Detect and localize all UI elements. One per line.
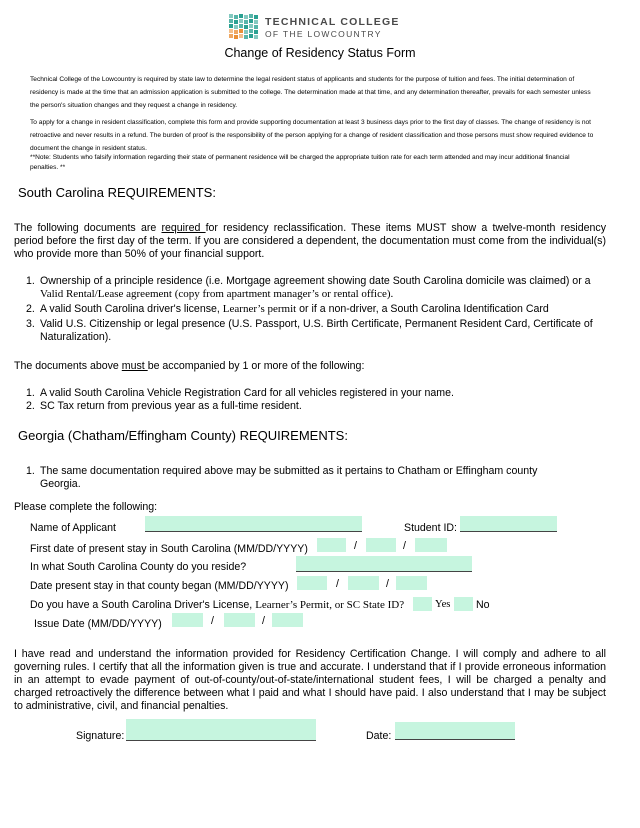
- logo-tile: [254, 25, 258, 29]
- issue-date-day-input[interactable]: [224, 613, 255, 627]
- intro-paragraph-2: To apply for a change in resident classification, complete this form and provide supporting documentation at least 3 business days prior to the first day of classes. The change of residency is not retroactive and never results in a refund. The burden of proof is the responsibility of the person applying for a change of resident classification and those persons must show required evidence to document the change in resident status.: [30, 119, 594, 152]
- logo-tile: [249, 14, 253, 18]
- list-text: Valid U.S. Citizenship or legal presence (U.S. Passport, U.S. Birth Certificate, Permanent Resident Card, Certificate of Naturalization).: [40, 318, 593, 343]
- logo-tile: [239, 29, 243, 33]
- sc-para-after: for residency reclassification. These items MUST show a twelve-month residency period before the first day of the term. If you are considered a dependent, the documentation must come from the individual(s) who provide more than 50% of your financial support.: [14, 222, 607, 260]
- student-id-label: Student ID:: [404, 522, 457, 534]
- sc-para-before: The following documents are: [14, 222, 162, 234]
- logo-tile: [244, 20, 248, 24]
- county-date-day-input[interactable]: [348, 576, 379, 590]
- date-separator: /: [354, 540, 357, 552]
- list-number: 2.: [26, 400, 35, 412]
- county-date-label: Date present stay in that county began (MM/DD/YYYY): [30, 580, 289, 592]
- accompany-after: be accompanied by 1 or more of the following:: [147, 360, 365, 372]
- sc-additional-list: [18, 387, 608, 413]
- county-date-month-input[interactable]: [297, 576, 327, 590]
- list-text: SC Tax return from previous year as a full-time resident.: [40, 400, 302, 412]
- license-label: [30, 599, 404, 611]
- logo-tile: [244, 30, 248, 34]
- logo-tile: [239, 14, 243, 18]
- list-number: 1.: [26, 387, 35, 399]
- logo-tile: [234, 15, 238, 19]
- name-input[interactable]: [145, 516, 362, 532]
- county-label: In what South Carolina County do you reside?: [30, 561, 247, 573]
- certification-paragraph: I have read and understand the information provided for Residency Certification Change. I will comply and adhere to all governing rules. I certify that all the information given is true and accurate. I understand that if I provide erroneous information in an attempt to evade payment of out-of-county/out-of-state/international student fees, I will be charged a penalty and charged retroactively the difference between what I paid and what I should have paid. I also understand that I may be subject to administrative, civil, and financial penalties.: [14, 648, 606, 712]
- list-number: 1.: [26, 275, 35, 287]
- logo-tile: [229, 34, 233, 38]
- list-number: 1.: [26, 465, 35, 477]
- form-title: Change of Residency Status Form: [224, 46, 416, 60]
- student-id-input[interactable]: [460, 516, 557, 532]
- issue-date-year-input[interactable]: [272, 613, 303, 627]
- logo-tile: [254, 30, 258, 34]
- license-label-serif: Learner’s Permit, or SC State ID?: [255, 599, 405, 611]
- date-separator: /: [386, 578, 389, 590]
- logo-tile: [244, 35, 248, 39]
- first-date-month-input[interactable]: [317, 538, 346, 552]
- logo-tile: [234, 35, 238, 39]
- logo-tile: [249, 29, 253, 33]
- list-number: 2.: [26, 303, 35, 315]
- signature-input[interactable]: [126, 719, 316, 741]
- college-logo: [229, 14, 399, 44]
- list-text: A valid South Carolina driver's license,: [40, 303, 223, 315]
- license-label-text: Do you have a South Carolina Driver's License,: [30, 599, 256, 611]
- list-item: [18, 318, 608, 344]
- intro-note: **Note: Students who falsify information regarding their state of permanent residence will be charged the appropriate tuition rate for each term attended and may incur additional financial penalties. **: [30, 154, 570, 171]
- logo-tile: [244, 25, 248, 29]
- logo-tile: [229, 29, 233, 33]
- intro-paragraph-1: Technical College of the Lowcountry is required by state law to determine the legal resident status of applicants and students for the purpose of tuition and fees. The initial determination of residency is made at the time that an admission application is submitted to the college. The determination made at that time, and any determination thereafter, prevails for each semester unless the person's situation changes and they request a change in residency.: [30, 76, 591, 109]
- list-item: [18, 465, 538, 491]
- no-label: No: [476, 599, 490, 611]
- license-yes-checkbox[interactable]: [413, 597, 432, 611]
- logo-tile: [234, 25, 238, 29]
- county-input[interactable]: [296, 556, 472, 572]
- first-date-year-input[interactable]: [415, 538, 447, 552]
- sc-para-required: required: [161, 222, 206, 234]
- yes-label: Yes: [435, 599, 451, 610]
- date-separator: /: [336, 578, 339, 590]
- ga-requirements-heading: Georgia (Chatham/Effingham County) REQUIREMENTS:: [18, 428, 348, 443]
- issue-date-month-input[interactable]: [172, 613, 203, 627]
- logo-tile: [244, 15, 248, 19]
- date-separator: /: [211, 615, 214, 627]
- logo-tile: [249, 24, 253, 28]
- ga-requirements-list: [18, 465, 538, 491]
- list-number: 3.: [26, 318, 35, 330]
- logo-tile: [229, 14, 233, 18]
- logo-tile: [229, 24, 233, 28]
- date-separator: /: [403, 540, 406, 552]
- first-date-label: First date of present stay in South Carolina (MM/DD/YYYY): [30, 543, 308, 555]
- logo-tile: [254, 20, 258, 24]
- date-label: Date:: [366, 730, 392, 742]
- form-intro: Please complete the following:: [14, 501, 158, 513]
- list-text: Ownership of a principle residence (i.e. Mortgage agreement showing date South Carolina domicile was claimed) or a: [40, 275, 591, 287]
- list-item: [18, 387, 608, 400]
- list-item: [18, 400, 608, 413]
- list-text: The same documentation required above may be submitted as it pertains to Chatham or Effingham county Georgia.: [40, 465, 538, 490]
- date-separator: /: [262, 615, 265, 627]
- accompany-text: [14, 360, 364, 372]
- logo-tile: [239, 34, 243, 38]
- signature-date-input[interactable]: [395, 722, 515, 740]
- list-item: [18, 275, 608, 301]
- logo-tile: [234, 30, 238, 34]
- sc-requirements-list: [18, 275, 608, 344]
- logo-tile: [254, 15, 258, 19]
- list-text: A valid South Carolina Vehicle Registration Card for all vehicles registered in your name.: [40, 387, 454, 399]
- name-label: Name of Applicant: [30, 522, 116, 534]
- logo-line-2: OF THE LOWCOUNTRY: [265, 29, 382, 39]
- list-text-serif: Learner’s permit: [222, 303, 297, 315]
- first-date-day-input[interactable]: [366, 538, 396, 552]
- logo-tile: [249, 19, 253, 23]
- logo-tile: [234, 20, 238, 24]
- license-no-checkbox[interactable]: [454, 597, 473, 611]
- logo-tile: [239, 24, 243, 28]
- logo-line-1: TECHNICAL COLLEGE: [265, 16, 400, 28]
- accompany-must: must: [121, 360, 148, 372]
- accompany-before: The documents above: [14, 360, 122, 372]
- logo-tile: [239, 19, 243, 23]
- list-item: [18, 303, 608, 316]
- list-text-2: or if a non-driver, a South Carolina Identification Card: [296, 303, 549, 315]
- logo-tile: [229, 19, 233, 23]
- county-date-year-input[interactable]: [396, 576, 427, 590]
- sc-requirements-heading: South Carolina REQUIREMENTS:: [18, 185, 216, 200]
- logo-tile: [249, 34, 253, 38]
- logo-mark-icon: [229, 14, 259, 42]
- sc-requirements-paragraph: [14, 222, 606, 261]
- list-text-serif: Valid Rental/Lease agreement (copy from apartment manager’s or rental office).: [40, 288, 394, 300]
- issue-date-label: Issue Date (MM/DD/YYYY): [34, 618, 162, 630]
- logo-tile: [254, 35, 258, 39]
- signature-label: Signature:: [76, 730, 125, 742]
